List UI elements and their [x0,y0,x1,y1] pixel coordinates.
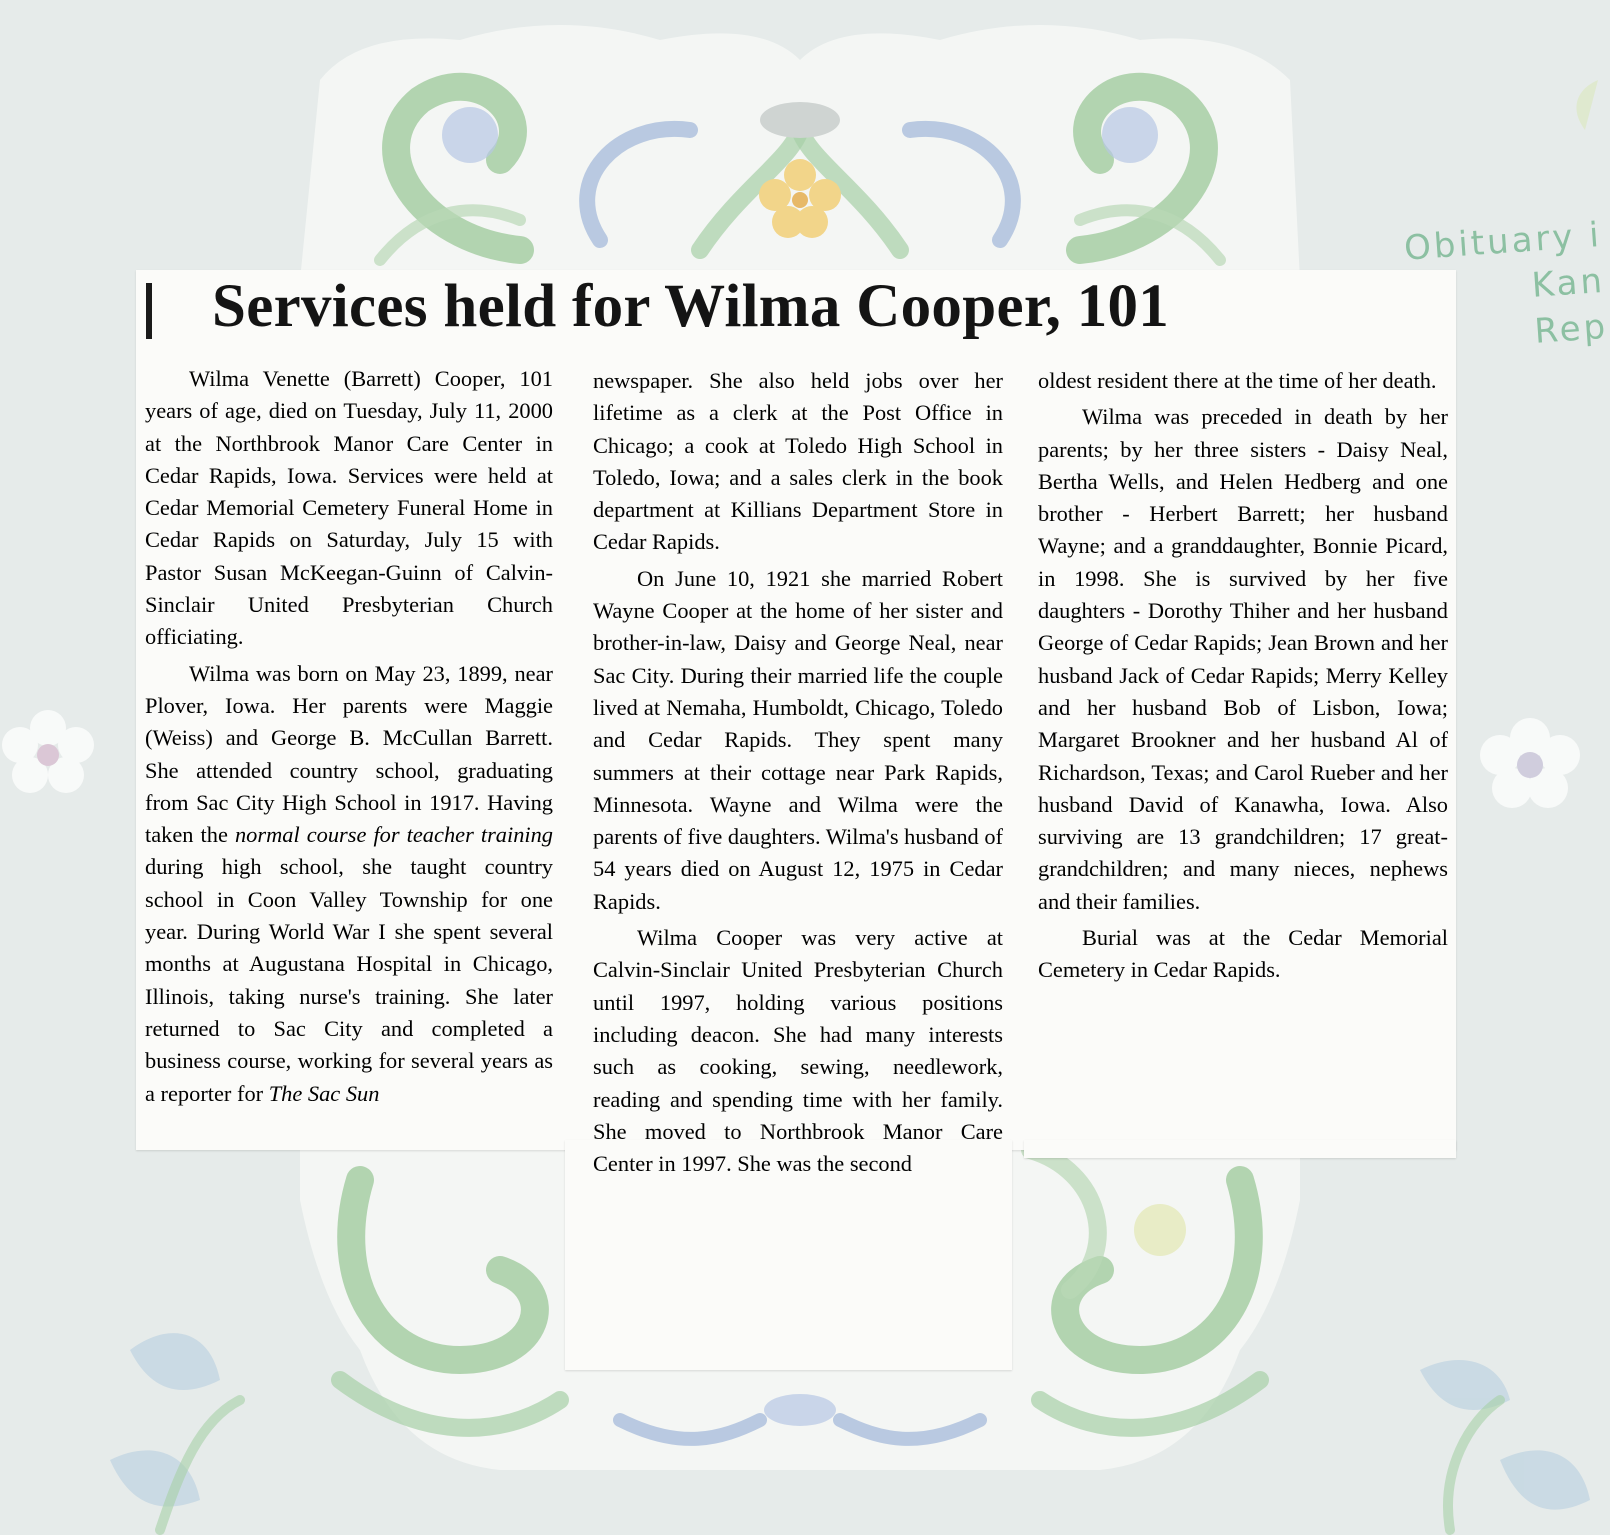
handwritten-line-3: Rep [1533,306,1610,352]
paragraph: oldest resident there at the time of her death. [1038,368,1437,393]
paragraph: Wilma was preceded in death by her parents; by her three sisters - Daisy Neal, Bertha Wells, and Helen Hedberg and one brother - Herbert Barrett; her husband Wayne; and a granddaughter, Bonnie Picard, in 1998. She is survived by her five daughters - Dorothy Thiher and her husband George of Cedar Rapids; Jean Brown and her husband Jack of Cedar Rapids; Merry Kelley and her husband Bob of Lisbon, Iowa; Margaret Brookner and her husband Al of Richardson, Texas; and Carol Rueber and her husband David of Kanawha, Iowa. Also surviving are 13 grandchildren; 17 great-grandchildren; and many nieces, nephews and their families. [1038,404,1448,914]
headline-rule [146,283,152,339]
article-column-2 [593,365,1003,1180]
paragraph: Wilma Cooper was very active at Calvin-Sinclair United Presbyterian Church until 1997, holding various positions including deacon. She had many interests such as cooking, sewing, needlework, reading and spending time with her family. She moved to Northbrook Manor Care Center in 1997. She was the second [593,925,1003,1177]
article-column-3 [1038,365,1448,987]
paragraph: newspaper. She also held jobs over her lifetime as a clerk at the Post Office in Chicago; a cook at Toledo High School in Toledo, Iowa; and a sales clerk in the book department at Killians Department Store in Cedar Rapids. [593,368,1003,555]
newspaper-name: The Sac Sun [268,1080,380,1106]
clipping-column-3-extension [1024,1140,1456,1158]
text-run: Wilma was born on May 23, 1899, near Plover, Iowa. Her parents were Maggie (Weiss) and George B. McCullan Barrett. She attended country school, graduating from Sac City High School in 1917. Having taken the [145,660,553,848]
italic-text: normal course for teacher training [234,822,554,848]
handwritten-line-2: Kan [1530,260,1607,306]
handwritten-line-1: Obituary i [1402,214,1603,269]
text-run: during high school, she taught country school in Coon Valley Township for one year. During World War I she spent several months at Augustana Hospital in Chicago, Illinois, taking nurse's training. She later returned to Sac City and completed a business course, working for several years as a reporter for [145,854,553,1106]
paragraph: On June 10, 1921 she married Robert Wayne Cooper at the home of her sister and brother-in-law, Daisy and George Neal, near Sac City. During their married life the couple lived at Nemaha, Humboldt, Chicago, Toledo and Cedar Rapids. They spent many summers at their cottage near Park Rapids, Minnesota. Wayne and Wilma were the parents of five daughters. Wilma's husband of 54 years died on August 12, 1975 in Cedar Rapids. [593,565,1004,914]
paragraph: Wilma Venette (Barrett) Cooper, 101 years of age, died on Tuesday, July 11, 2000 at the Northbrook Manor Care Center in Cedar Rapids, Iowa. Services were held at Cedar Memorial Cemetery Funeral Home in Cedar Rapids on Saturday, July 15 with Pastor Susan McKeegan-Guinn of Calvin-Sinclair United Presbyterian Church officiating. [145,366,553,650]
paragraph [145,658,553,1110]
article-headline: Services held for Wilma Cooper, 101 [212,273,1170,340]
article-column-1 [145,363,553,1110]
paragraph: Burial was at the Cedar Memorial Cemetery in Cedar Rapids. [1038,925,1448,983]
